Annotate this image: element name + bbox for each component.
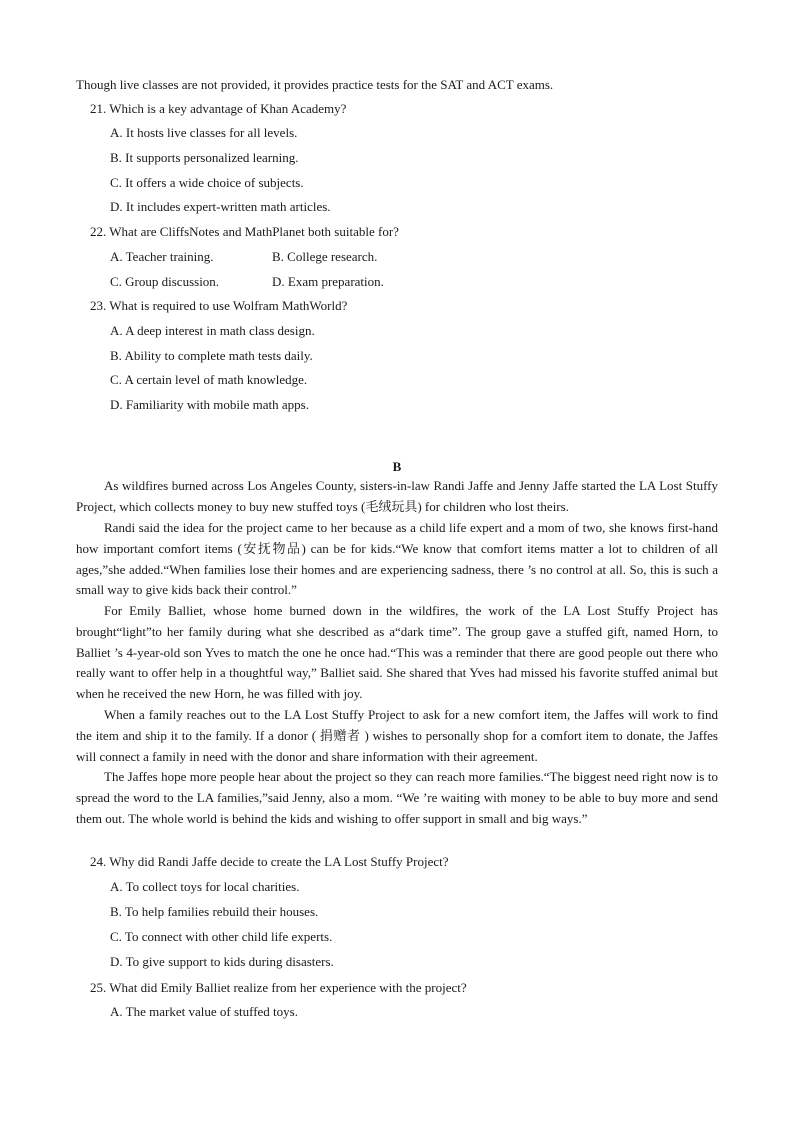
question-24-option-b: B. To help families rebuild their houses. xyxy=(110,904,319,919)
question-23-option-d: D. Familiarity with mobile math apps. xyxy=(110,397,309,412)
question-23-option-c: C. A certain level of math knowledge. xyxy=(110,372,308,387)
question-22-option-a: A. Teacher training. xyxy=(110,249,214,264)
question-24-stem: 24. Why did Randi Jaffe decide to create the LA Lost Stuffy Project? xyxy=(90,854,449,869)
question-25-stem: 25. What did Emily Balliet realize from her experience with the project? xyxy=(90,980,467,995)
question-24-option-a: A. To collect toys for local charities. xyxy=(110,879,300,894)
section-title: B xyxy=(392,459,402,474)
passage-paragraph-5: The Jaffes hope more people hear about the project so they can reach more families.“The biggest need right now is to spread the word to the LA families,”said Jenny, also a mom. “We ’re waiting with money to be able to buy more and send them out. The whole world is behind the kids and wishing to offer support in small and big ways.” xyxy=(76,769,718,826)
question-22-option-c: C. Group discussion. xyxy=(110,274,220,289)
question-21-option-c: C. It offers a wide choice of subjects. xyxy=(110,175,304,190)
question-21-stem: 21. Which is a key advantage of Khan Academy? xyxy=(90,101,347,116)
question-24-option-d: D. To give support to kids during disasters. xyxy=(110,954,334,969)
question-23-stem: 23. What is required to use Wolfram MathWorld? xyxy=(90,298,348,313)
question-21-option-d: D. It includes expert-written math articles. xyxy=(110,199,331,214)
passage-paragraph-1: As wildfires burned across Los Angeles County, sisters-in-law Randi Jaffe and Jenny Jaffe started the LA Lost Stuffy Project, which collects money to buy new stuffed toys (毛绒玩具) for children who lost theirs. xyxy=(76,478,718,514)
question-24-option-c: C. To connect with other child life experts. xyxy=(110,929,333,944)
question-22-stem: 22. What are CliffsNotes and MathPlanet both suitable for? xyxy=(90,224,399,239)
passage-paragraph-4: When a family reaches out to the LA Lost Stuffy Project to ask for a new comfort item, the Jaffes will work to find the item and ship it to the family. If a donor ( 捐赠者 ) wishes to personally shop for a comfort item to donate, the Jaffes will connect a family in need with the donor and share information with their agreement. xyxy=(76,707,718,764)
question-23-option-a: A. A deep interest in math class design. xyxy=(110,323,315,338)
intro-line: Though live classes are not provided, it provides practice tests for the SAT and ACT exams. xyxy=(76,77,554,92)
question-23-option-b: B. Ability to complete math tests daily. xyxy=(110,348,313,363)
passage-paragraph-2: Randi said the idea for the project came to her because as a child life expert and a mom of two, she knows first-hand how important comfort items (安抚物品) can be for kids.“We know that comfort items matter a lot to children of all ages,”she added.“When families lose their homes and are experiencing sadness, there ’s no control at all. So, this is such a small way to give kids back their control.” xyxy=(76,520,718,598)
question-21-option-b: B. It supports personalized learning. xyxy=(110,150,299,165)
question-21-option-a: A. It hosts live classes for all levels. xyxy=(110,125,298,140)
question-22-option-d: D. Exam preparation. xyxy=(272,274,384,289)
passage-paragraph-3: For Emily Balliet, whose home burned down in the wildfires, the work of the LA Lost Stuffy Project has brought“light”to her family during what she described as a“dark time”. The group gave a stuffed gift, named Horn, to Balliet ’s 4-year-old son Yves to match the one he once had.“This was a reminder that there are good people out there who really want to offer help in a thoughtful way,” Balliet said. She shared that Yves had missed his favorite stuffed animal but when he received the new Horn, he was filled with joy. xyxy=(76,603,718,702)
question-22-option-b: B. College research. xyxy=(272,249,378,264)
question-25-option-a: A. The market value of stuffed toys. xyxy=(110,1004,298,1019)
